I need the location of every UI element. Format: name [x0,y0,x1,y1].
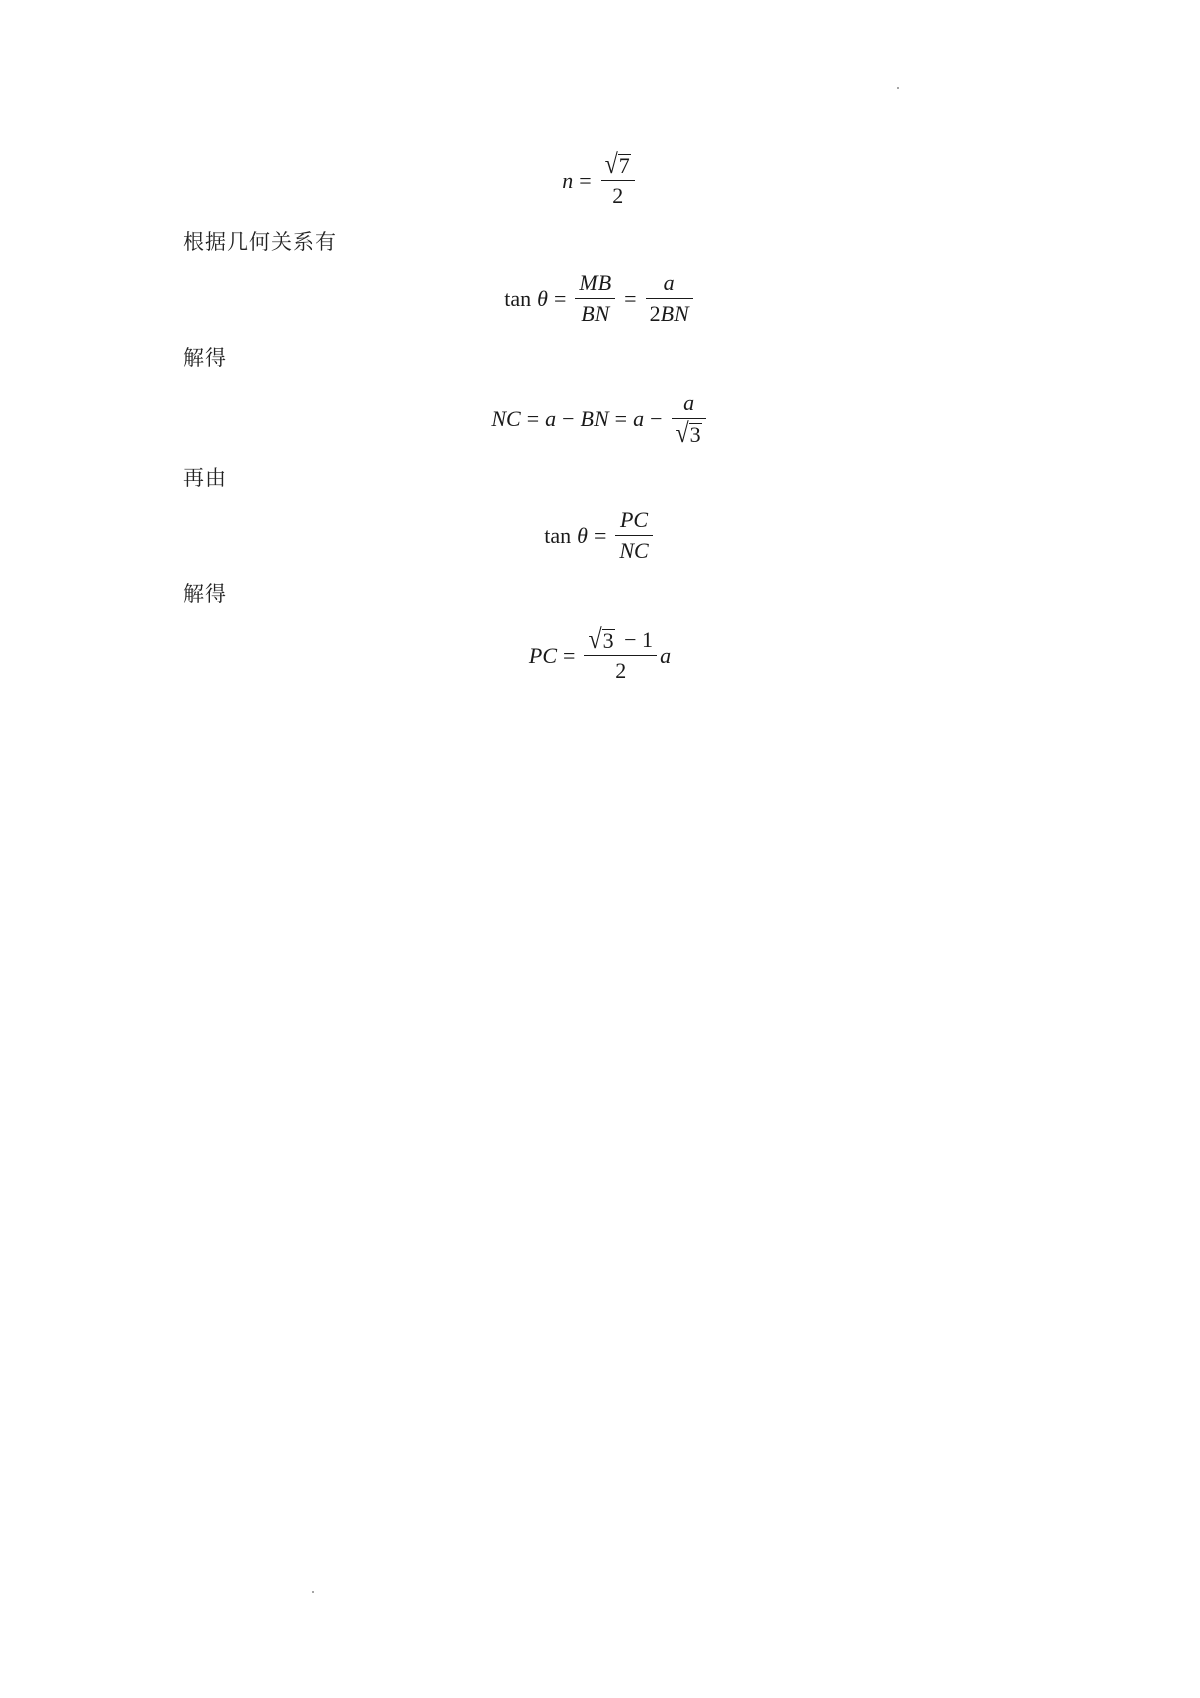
eq-operator: = [593,522,607,548]
eq-function: tan [504,285,532,311]
fraction-denominator: BN [581,301,610,326]
eq-variable: NC [491,405,521,431]
eq-fraction [601,150,635,211]
eq-operator: − [562,405,575,431]
eq-fraction [575,268,615,329]
eq-variable: θ [537,285,548,311]
eq-variable: a [545,405,557,431]
eq-operator: = [526,405,540,431]
equation-tan-theta-1 [0,268,1200,329]
fraction-numerator: a [663,270,675,295]
eq-fraction [672,388,706,449]
text-solve-2: 解得 [183,582,227,606]
radical-sign: √ [588,625,602,655]
fraction-numerator: MB [579,270,612,295]
fraction-denominator [646,299,693,329]
square-root [675,419,702,449]
text-geometry-relation: 根据几何关系有 [183,230,337,254]
numerator-rest: − 1 [624,627,654,652]
eq-variable: PC [528,642,558,668]
equation-tan-theta-2 [0,505,1200,566]
text-solve-1: 解得 [183,346,227,370]
fraction-numerator: a [683,390,695,415]
radicand: 3 [602,628,614,653]
eq-variable: BN [580,405,609,431]
eq-operator: = [553,285,567,311]
equation-refractive-index [0,150,1200,211]
radicand: 3 [689,422,701,447]
fraction-numerator: PC [619,507,649,532]
eq-variable: n [562,167,574,193]
radicand: 7 [618,153,630,178]
radical-sign: √ [604,150,618,180]
eq-operator: = [579,167,592,193]
square-root [588,625,614,655]
equation-pc [0,625,1200,686]
scan-speck [312,1591,314,1593]
eq-operator: = [614,405,628,431]
eq-variable: a [660,642,672,668]
fraction-denominator [672,419,706,449]
fraction-numerator [584,625,657,655]
text-then-from: 再由 [183,466,227,490]
fraction-denominator: 2 [612,183,624,208]
eq-fraction [615,505,652,566]
eq-operator: = [624,285,637,311]
radical-sign: √ [675,419,689,449]
fraction-denominator: 2 [615,658,627,683]
eq-operator: = [563,642,576,668]
equation-nc [0,388,1200,449]
square-root [604,150,631,180]
variable: BN [660,301,689,326]
fraction-denominator: NC [619,538,649,563]
coefficient: 2 [649,301,661,326]
fraction-numerator [601,150,635,180]
eq-function: tan [544,522,572,548]
eq-fraction [646,268,693,329]
eq-operator: − [650,405,663,431]
eq-fraction [584,625,657,686]
eq-variable: θ [577,522,588,548]
eq-variable: a [633,405,645,431]
scan-speck [897,87,899,89]
